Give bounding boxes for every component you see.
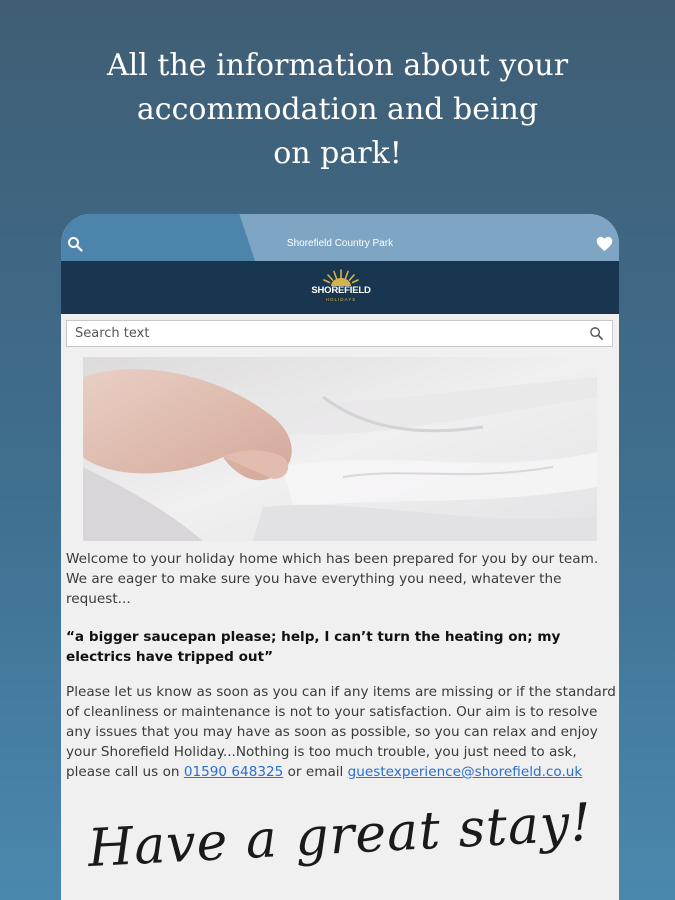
headline-line-2: accommodation and being — [136, 92, 539, 127]
welcome-content — [66, 549, 616, 800]
logo-wordmark: SHOREFIELD — [311, 285, 371, 296]
have-a-great-stay-script: Have a great stay! — [86, 792, 594, 880]
search-bar — [66, 320, 613, 347]
email-link[interactable]: guestexperience@shorefield.co.uk — [347, 764, 583, 780]
contact-text-middle: or email — [283, 764, 348, 780]
headline-line-3: on park! — [273, 136, 402, 171]
bedding-photo-illustration — [83, 357, 597, 541]
app-title: Shorefield Country Park — [286, 238, 394, 249]
contact-paragraph — [66, 682, 616, 782]
headline-line-1: All the information about your — [106, 48, 569, 83]
sun-logo-icon — [307, 267, 375, 287]
contact-text-prefix: Please let us know as soon as you can if any items are missing or if the standard of cleanliness or maintenance is not to your satisfaction. Our aim is to resolve any issues that you may have as soon as possible, so you can relax and enjoy your Shorefield Holiday...Nothing is too much trouble, you just need to ask, please call us on — [66, 684, 616, 780]
heart-icon[interactable] — [596, 236, 613, 252]
bedding-photo — [83, 357, 597, 541]
app-screen — [61, 214, 619, 900]
shorefield-logo — [307, 267, 375, 309]
phone-link[interactable]: 01590 648325 — [183, 764, 284, 780]
quote-paragraph: “a bigger saucepan please; help, I can’t turn the heating on; my electrics have tripped out” — [66, 629, 561, 665]
intro-paragraph: Welcome to your holiday home which has been prepared for you by our team. We are eager to make sure you have everything you need, whatever the request... — [66, 551, 599, 607]
search-icon[interactable] — [589, 326, 604, 341]
logo-subtitle: HOLIDAYS — [325, 297, 357, 302]
promo-headline — [0, 44, 675, 176]
search-input[interactable] — [67, 321, 577, 346]
app-top-bar — [61, 214, 619, 261]
